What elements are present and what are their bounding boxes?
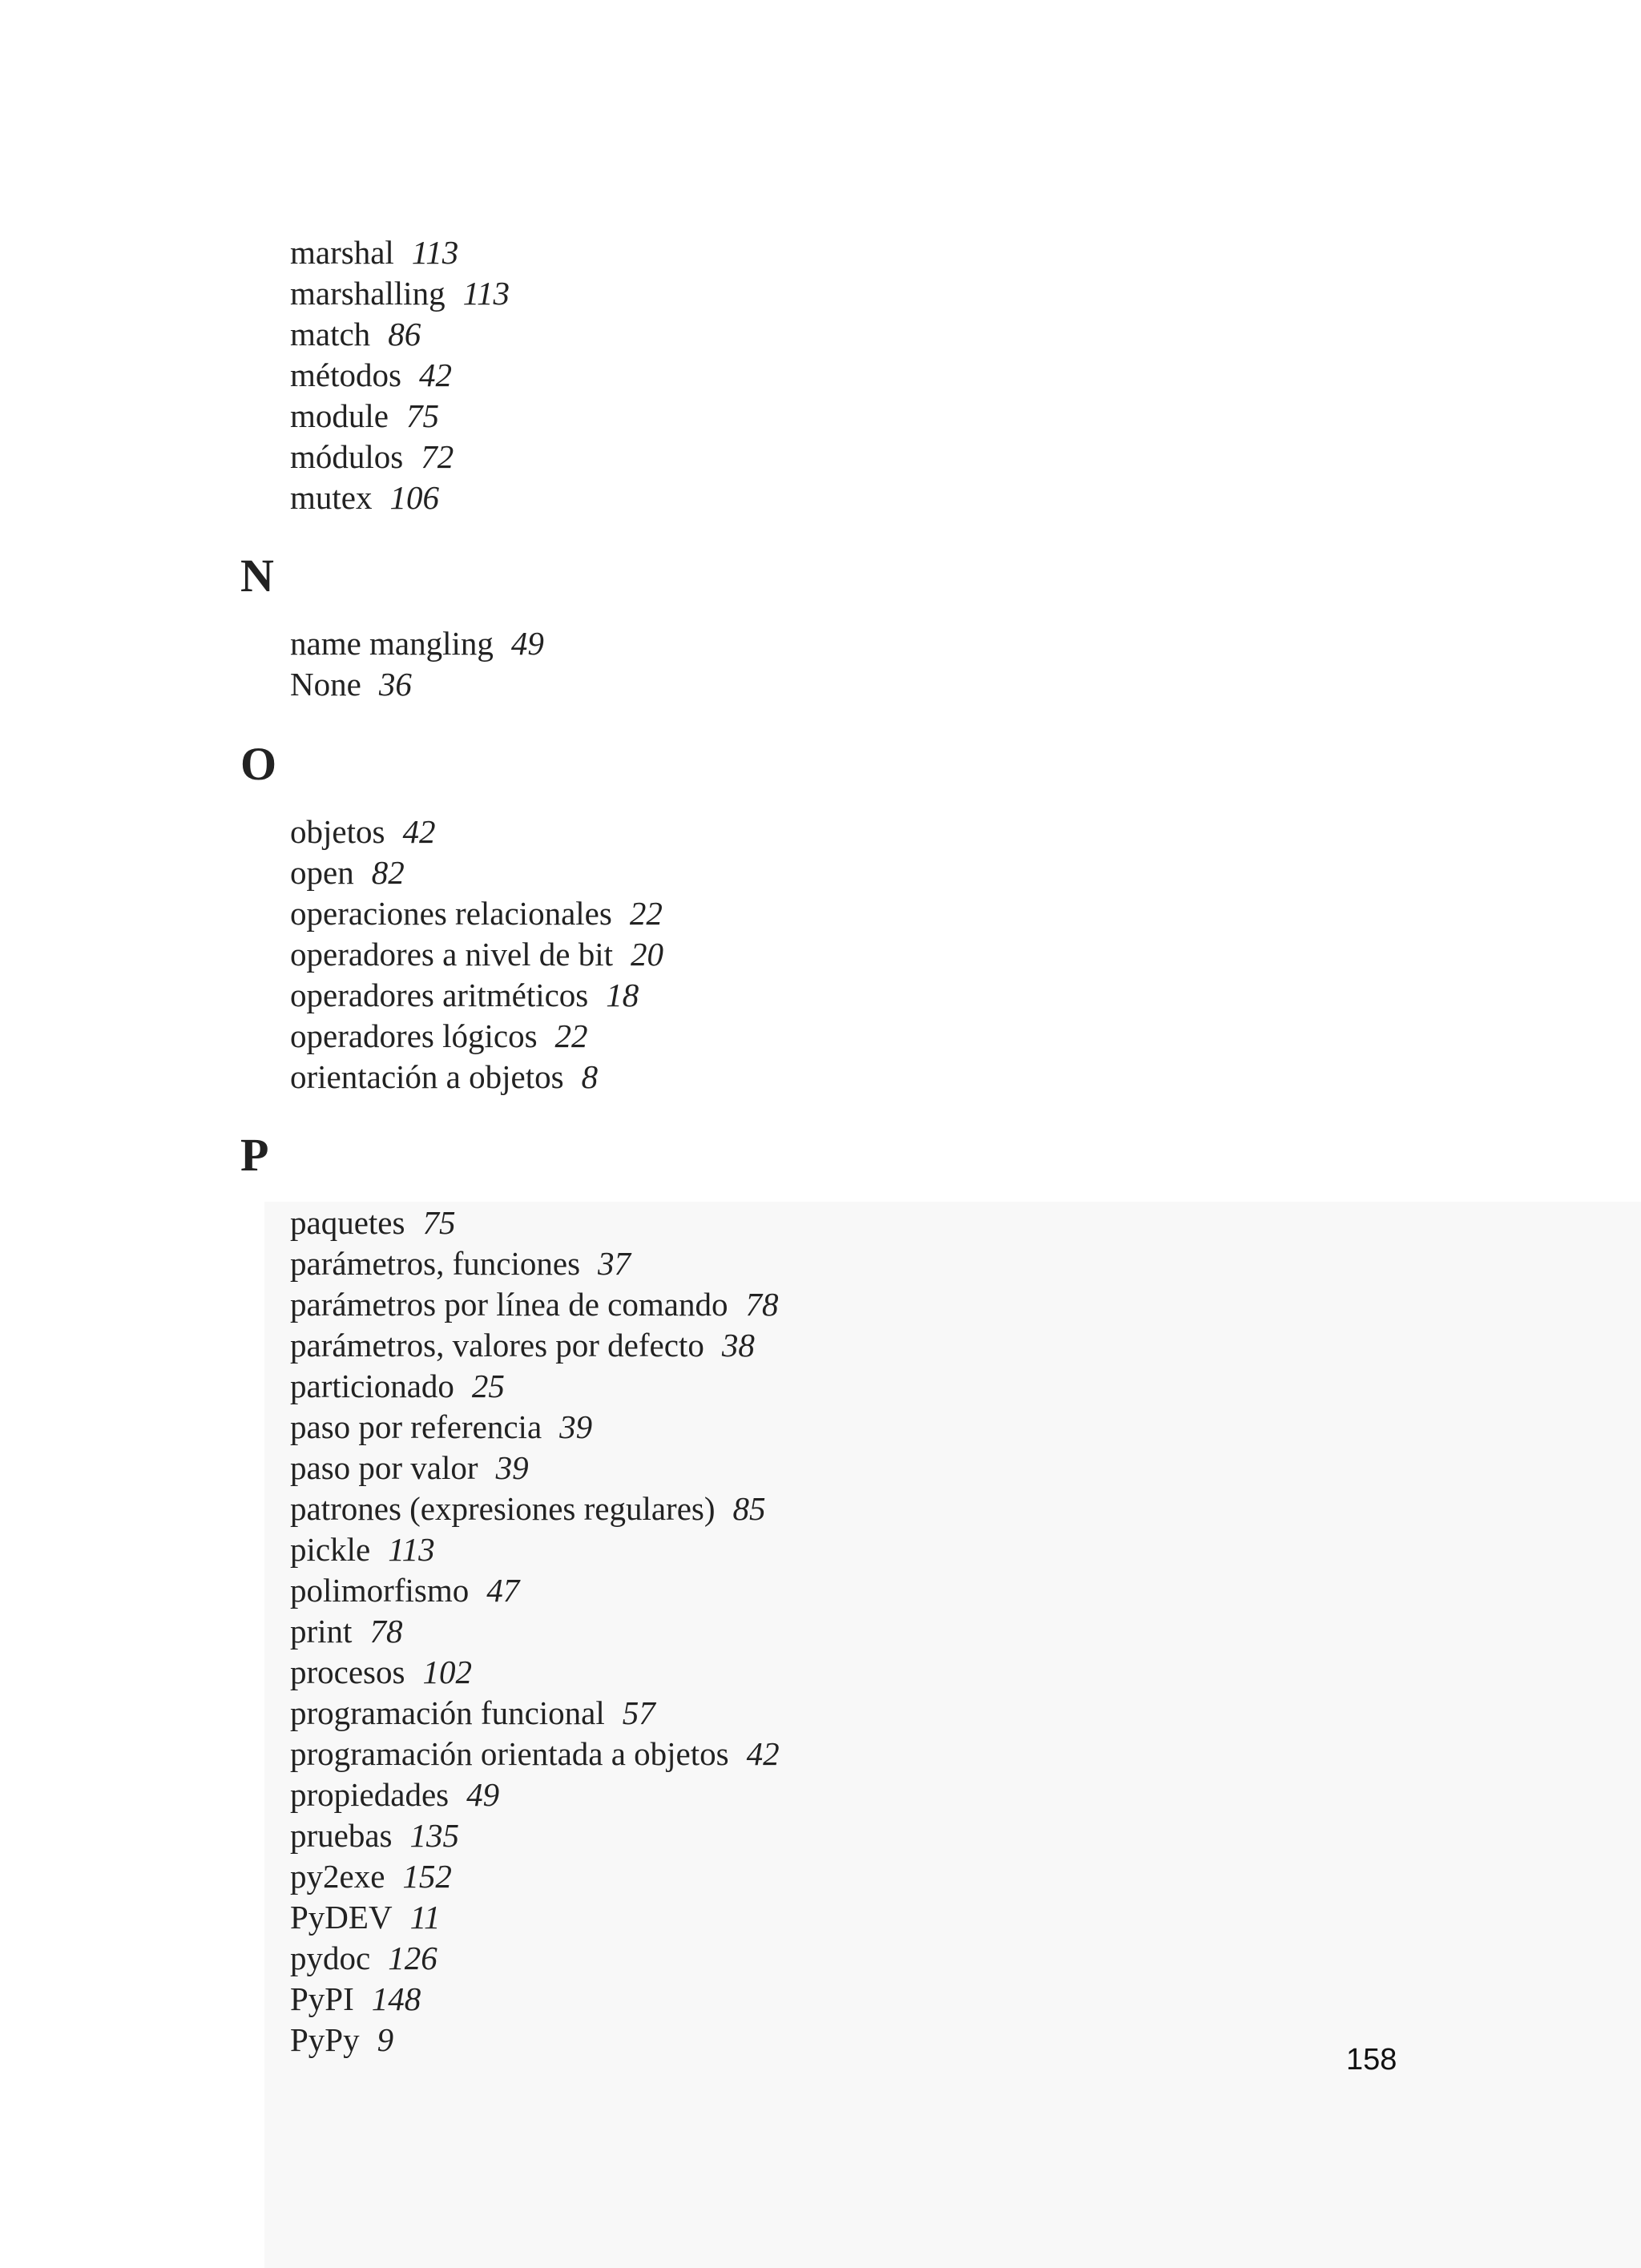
index-term: operadores lógicos xyxy=(290,1017,538,1054)
index-entry xyxy=(290,812,663,852)
index-entry xyxy=(290,437,510,477)
index-entry xyxy=(290,1815,780,1856)
index-entry xyxy=(290,1570,780,1611)
index-page-ref: 86 xyxy=(388,316,421,352)
index-entry xyxy=(290,477,510,518)
index-term: PyDEV xyxy=(290,1899,393,1936)
index-page-ref: 57 xyxy=(622,1694,655,1731)
index-page-ref: 72 xyxy=(421,438,454,475)
index-entry xyxy=(290,1897,780,1938)
index-term: py2exe xyxy=(290,1858,385,1895)
page-number: 158 xyxy=(1346,2043,1397,2077)
index-page-ref: 135 xyxy=(409,1817,460,1854)
index-entry xyxy=(290,232,510,273)
index-page-ref: 126 xyxy=(388,1940,437,1976)
index-page-ref: 18 xyxy=(606,977,639,1013)
index-term: polimorfismo xyxy=(290,1572,470,1609)
index-term: patrones (expresiones regulares) xyxy=(290,1490,716,1527)
index-entry xyxy=(290,934,663,975)
index-entry xyxy=(290,1734,780,1775)
index-page-ref: 36 xyxy=(378,666,412,703)
index-entry xyxy=(290,1652,780,1693)
index-page-ref: 78 xyxy=(369,1613,403,1650)
index-page-ref: 39 xyxy=(559,1408,593,1445)
index-page-ref: 49 xyxy=(510,625,544,662)
index-entry xyxy=(290,2020,780,2061)
index-page-ref: 152 xyxy=(402,1858,452,1895)
index-term: print xyxy=(290,1613,353,1650)
index-term: métodos xyxy=(290,357,401,393)
index-entry xyxy=(290,1243,780,1284)
index-term: pruebas xyxy=(290,1817,393,1854)
index-page-ref: 22 xyxy=(554,1017,588,1054)
index-entry xyxy=(290,1057,663,1098)
index-term: PyPI xyxy=(290,1980,354,2017)
index-term: pydoc xyxy=(290,1940,371,1976)
index-term: None xyxy=(290,666,361,703)
index-letter-heading-p: P xyxy=(240,1129,269,1181)
index-page-ref: 20 xyxy=(631,936,664,973)
index-term: parámetros, valores por defecto xyxy=(290,1327,704,1364)
index-letter-heading-o: O xyxy=(240,738,277,790)
index-page-ref: 37 xyxy=(598,1245,631,1282)
index-page-ref: 78 xyxy=(745,1286,779,1323)
index-letter-heading-n: N xyxy=(240,550,274,602)
index-entry xyxy=(290,1202,780,1243)
index-term: operadores a nivel de bit xyxy=(290,936,614,973)
index-term: módulos xyxy=(290,438,404,475)
index-term: parámetros, funciones xyxy=(290,1245,581,1282)
index-group-p-entries xyxy=(290,1202,780,2061)
index-page-ref: 47 xyxy=(486,1572,520,1609)
index-term: open xyxy=(290,854,354,891)
index-term: pickle xyxy=(290,1531,371,1568)
index-page-ref: 148 xyxy=(371,1980,421,2017)
index-page-ref: 102 xyxy=(422,1654,472,1690)
index-page-ref: 9 xyxy=(377,2021,394,2058)
index-page-ref: 38 xyxy=(721,1327,755,1364)
index-page-ref: 75 xyxy=(405,397,439,434)
index-entry xyxy=(290,1407,780,1448)
index-page-ref: 113 xyxy=(462,275,510,312)
index-entry xyxy=(290,1938,780,1979)
index-page-ref: 75 xyxy=(422,1204,456,1241)
index-entry xyxy=(290,1325,780,1366)
index-entry xyxy=(290,664,544,705)
index-term: PyPy xyxy=(290,2021,360,2058)
index-page-ref: 22 xyxy=(629,895,663,932)
index-group-m-entries xyxy=(290,232,510,518)
index-entry xyxy=(290,273,510,314)
index-entry xyxy=(290,1016,663,1057)
index-entry xyxy=(290,1856,780,1897)
index-page-ref: 49 xyxy=(466,1776,500,1813)
index-page-ref: 85 xyxy=(732,1490,766,1527)
index-term: objetos xyxy=(290,813,385,850)
index-term: procesos xyxy=(290,1654,405,1690)
index-term: name mangling xyxy=(290,625,494,662)
index-page-ref: 42 xyxy=(418,357,452,393)
index-term: mutex xyxy=(290,479,373,516)
index-group-o-entries xyxy=(290,812,663,1098)
index-entry xyxy=(290,1366,780,1407)
index-entry xyxy=(290,314,510,355)
index-page-ref: 25 xyxy=(471,1368,505,1404)
index-page-ref: 106 xyxy=(389,479,439,516)
index-term: programación orientada a objetos xyxy=(290,1735,729,1772)
index-term: parámetros por línea de comando xyxy=(290,1286,728,1323)
index-term: paso por valor xyxy=(290,1449,478,1486)
index-entry xyxy=(290,1775,780,1815)
index-page-ref: 11 xyxy=(409,1899,441,1936)
index-term: operaciones relacionales xyxy=(290,895,612,932)
index-term: operadores aritméticos xyxy=(290,977,589,1013)
index-page-ref: 39 xyxy=(495,1449,529,1486)
index-entry xyxy=(290,975,663,1016)
index-term: marshalling xyxy=(290,275,446,312)
index-entry xyxy=(290,1611,780,1652)
index-page-ref: 42 xyxy=(402,813,436,850)
index-page-ref: 82 xyxy=(371,854,405,891)
index-entry xyxy=(290,1529,780,1570)
index-entry xyxy=(290,1979,780,2020)
index-term: orientación a objetos xyxy=(290,1058,564,1095)
index-page-ref: 113 xyxy=(411,234,459,271)
index-entry xyxy=(290,1448,780,1489)
index-page-ref: 42 xyxy=(746,1735,780,1772)
index-term: particionado xyxy=(290,1368,454,1404)
index-page-ref: 8 xyxy=(581,1058,599,1095)
index-term: propiedades xyxy=(290,1776,450,1813)
index-term: match xyxy=(290,316,371,352)
index-entry xyxy=(290,1489,780,1529)
index-term: paso por referencia xyxy=(290,1408,542,1445)
index-term: paquetes xyxy=(290,1204,405,1241)
index-entry xyxy=(290,893,663,934)
index-term: module xyxy=(290,397,389,434)
index-entry xyxy=(290,1284,780,1325)
index-group-n-entries xyxy=(290,623,544,705)
index-page-ref: 113 xyxy=(388,1531,435,1568)
index-entry xyxy=(290,852,663,893)
index-entry xyxy=(290,355,510,396)
index-entry xyxy=(290,623,544,664)
index-entry xyxy=(290,1693,780,1734)
index-term: marshal xyxy=(290,234,394,271)
index-entry xyxy=(290,396,510,437)
index-term: programación funcional xyxy=(290,1694,605,1731)
